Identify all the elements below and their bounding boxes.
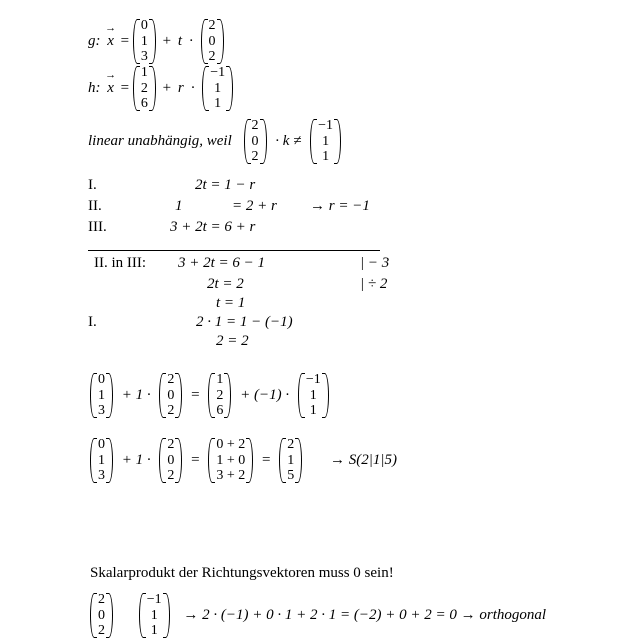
vector-component: 1 xyxy=(140,33,148,49)
paren-left xyxy=(159,437,166,484)
vector-component: 2 xyxy=(167,372,175,387)
paren-left xyxy=(201,18,208,65)
vector-component: 6 xyxy=(216,403,224,419)
vector-component: 1 xyxy=(309,403,317,419)
vector-component: 1 xyxy=(216,372,224,387)
substitution-label: II. in III: xyxy=(94,255,147,271)
plus-sign: + xyxy=(162,79,172,96)
vector-component: −1 xyxy=(305,372,321,387)
paren-left xyxy=(133,18,140,65)
substitution-op-2: | ÷ 2 xyxy=(360,276,388,292)
p1-vector-a xyxy=(90,372,113,419)
vector-component: 1 xyxy=(98,452,105,468)
vector-component: 5 xyxy=(287,468,295,484)
vector-component: 1 xyxy=(150,623,158,639)
p1-vector-d xyxy=(298,372,329,419)
parameter-t: t xyxy=(177,32,183,49)
paren-left xyxy=(298,372,305,419)
paren-left xyxy=(208,372,215,419)
scalar-product-heading: Skalarprodukt der Richtungsvektoren muss 0 sein! xyxy=(90,565,394,581)
vector-x-g: x → xyxy=(107,33,114,50)
equation-II-left: 1 xyxy=(175,198,183,214)
vector-component: 2 xyxy=(167,403,175,419)
p2-vector-b xyxy=(159,437,182,484)
paren-left xyxy=(244,118,251,165)
vector-component: 2 xyxy=(167,468,175,484)
check-line-1: 2 · 1 = 1 − (−1) xyxy=(196,314,293,330)
dot-operator: · xyxy=(190,79,196,96)
p1-vector-c xyxy=(208,372,231,419)
paren-left xyxy=(279,437,286,484)
paren-left xyxy=(208,437,215,484)
vector-component: 3 + 2 xyxy=(216,468,246,484)
equation-III-body: 3 + 2t = 6 + r xyxy=(170,219,256,235)
vector-component: 0 xyxy=(140,18,148,33)
vector-component: 1 xyxy=(214,96,222,112)
paren-left xyxy=(90,437,97,484)
vector-x-h: x → xyxy=(107,80,114,97)
vector-component: 1 xyxy=(322,133,330,149)
paren-right xyxy=(106,372,113,419)
vector-component: 2 xyxy=(208,18,216,33)
g-direction-vector xyxy=(201,18,224,65)
horizontal-divider xyxy=(88,250,380,251)
orthogonal-conclusion: orthogonal xyxy=(479,606,547,623)
equation-II-body: = 2 + r xyxy=(232,198,277,214)
scalar-left-vector xyxy=(90,592,113,639)
vector-component: 2 xyxy=(251,149,259,165)
vector-component: 6 xyxy=(140,96,148,112)
vector-component: 1 xyxy=(287,452,295,468)
vector-component: 0 xyxy=(98,607,105,623)
paren-right xyxy=(106,437,113,484)
vector-component: 1 xyxy=(150,607,158,623)
paren-left xyxy=(133,65,140,112)
substitution-line-1: 3 + 2t = 6 − 1 xyxy=(178,255,266,271)
plus-one-times: + 1 · xyxy=(121,451,151,468)
equation-II-label: II. xyxy=(88,198,102,214)
point-computation-row-2 xyxy=(90,437,397,484)
independence-text: linear unabhängig, weil xyxy=(88,132,232,149)
paren-left xyxy=(159,372,166,419)
paren-right xyxy=(106,592,113,639)
substitution-op-1: | − 3 xyxy=(360,255,390,271)
equation-III-label: III. xyxy=(88,219,107,235)
check-label: I. xyxy=(88,314,97,330)
intersection-point-result: → S(2|1|5) xyxy=(329,451,397,468)
vector-component: 2 xyxy=(98,592,105,607)
vector-component: 2 xyxy=(287,437,295,452)
paren-left xyxy=(90,372,97,419)
vector-component: 2 xyxy=(167,437,175,452)
paren-left xyxy=(90,592,97,639)
vector-component: 1 xyxy=(98,387,105,403)
vector-component: 0 xyxy=(167,452,175,468)
vector-component: 1 xyxy=(322,149,330,165)
vector-component: −1 xyxy=(318,118,334,133)
dot-operator: · xyxy=(188,32,194,49)
paren-right xyxy=(322,372,329,419)
paren-left xyxy=(139,592,146,639)
scalar-right-vector xyxy=(139,592,170,639)
vector-component: 2 xyxy=(208,49,216,65)
vector-component: 0 xyxy=(208,33,216,49)
vector-component: −1 xyxy=(146,592,162,607)
vector-component: 1 xyxy=(140,65,148,80)
substitution-line-2: 2t = 2 xyxy=(207,276,244,292)
vector-component: 0 + 2 xyxy=(216,437,246,452)
g-support-vector xyxy=(133,18,156,65)
scalar-product-row xyxy=(90,592,546,639)
p2-vector-sum xyxy=(208,437,253,484)
h-support-vector xyxy=(133,65,156,112)
paren-right xyxy=(175,437,182,484)
paren-right xyxy=(246,437,253,484)
p2-vector-result xyxy=(279,437,302,484)
h-direction-vector xyxy=(202,65,233,112)
paren-right xyxy=(149,18,156,65)
equals-sign: = xyxy=(191,451,200,468)
linear-independence-statement xyxy=(88,118,341,165)
vector-component: 0 xyxy=(167,387,175,403)
p2-vector-a xyxy=(90,437,113,484)
equation-II-result: → r = −1 xyxy=(310,198,370,214)
plus-one-times: + 1 · xyxy=(121,386,151,403)
vector-component: 3 xyxy=(98,403,105,419)
scalar-k-inequality: · k ≠ xyxy=(275,132,302,149)
vector-component: 3 xyxy=(140,49,148,65)
independence-left-vector xyxy=(244,118,267,165)
point-computation-row-1 xyxy=(90,372,329,419)
vector-component: 3 xyxy=(98,468,105,484)
parameter-r: r xyxy=(177,79,184,96)
vector-component: 0 xyxy=(251,133,259,149)
line-g-label: g: xyxy=(88,32,101,49)
paren-right xyxy=(163,592,170,639)
paren-right xyxy=(149,65,156,112)
equation-I-label: I. xyxy=(88,177,97,193)
line-g-equation: g: x → = 0 1 3 + t · 2 0 2 xyxy=(88,18,224,65)
equals-sign: = xyxy=(262,451,271,468)
vector-component: 2 xyxy=(98,623,105,639)
vector-component: 0 xyxy=(98,437,105,452)
check-line-2: 2 = 2 xyxy=(216,333,249,349)
paren-right xyxy=(295,437,302,484)
vector-component: 2 xyxy=(251,118,259,133)
paren-right xyxy=(224,372,231,419)
plus-minus-one-times: + (−1) · xyxy=(240,386,290,403)
paren-right xyxy=(260,118,267,165)
vector-component: 0 xyxy=(98,372,105,387)
equals-sign: = xyxy=(191,386,200,403)
paren-left xyxy=(202,65,209,112)
paren-right xyxy=(175,372,182,419)
paren-right xyxy=(334,118,341,165)
independence-right-vector xyxy=(310,118,341,165)
line-h-label: h: xyxy=(88,79,101,96)
vector-component: 1 xyxy=(309,387,317,403)
paren-right xyxy=(226,65,233,112)
vector-component: 2 xyxy=(216,387,224,403)
vector-component: −1 xyxy=(210,65,226,80)
vector-component: 1 + 0 xyxy=(216,452,246,468)
vector-component: 2 xyxy=(140,80,148,96)
p1-vector-b xyxy=(159,372,182,419)
equation-I-body: 2t = 1 − r xyxy=(195,177,256,193)
paren-left xyxy=(310,118,317,165)
substitution-line-3: t = 1 xyxy=(216,295,246,311)
plus-sign: + xyxy=(162,32,172,49)
paren-right xyxy=(217,18,224,65)
line-h-equation: h: x → = 1 2 6 + r · −1 1 1 xyxy=(88,65,233,112)
vector-component: 1 xyxy=(214,80,222,96)
scalar-product-calculation: → 2 · (−1) + 0 · 1 + 2 · 1 = (−2) + 0 + 2 = 0 → xyxy=(183,606,480,623)
